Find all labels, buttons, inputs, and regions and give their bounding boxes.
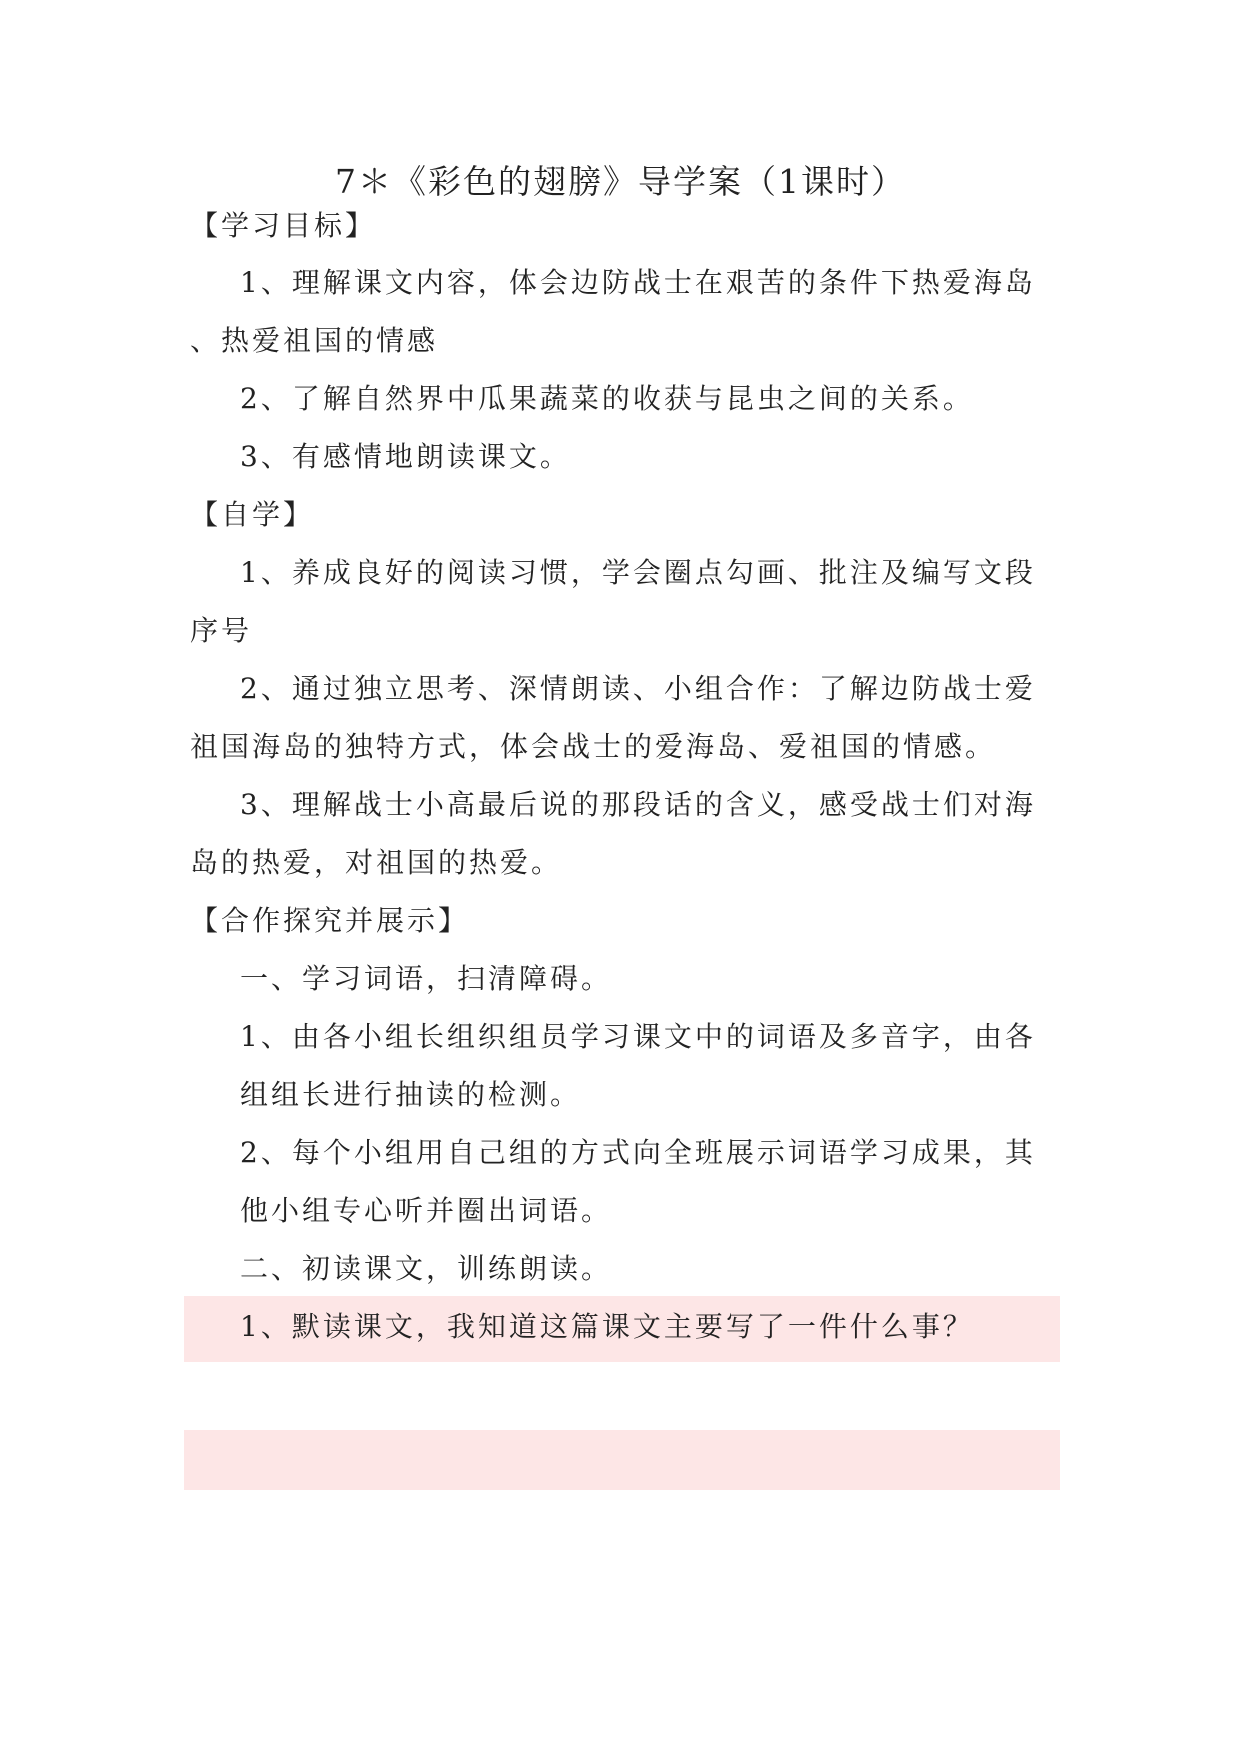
document-title: 7＊《彩色的翅膀》导学案（1课时） — [335, 162, 906, 201]
self-study-item-2: 2、通过独立思考、深情朗读、小组合作：了解边防战士爱 — [240, 672, 1036, 705]
coop-item-1: 1、由各小组长组织组员学习课文中的词语及多音字，由各 — [240, 1020, 1036, 1053]
coop-part-2-heading: 二、初读课文，训练朗读。 — [240, 1252, 613, 1285]
goal-item-2: 2、了解自然界中瓜果蔬菜的收获与昆虫之间的关系。 — [240, 382, 974, 415]
answer-fill-area[interactable] — [184, 1430, 1060, 1490]
coop-question-1: 1、默读课文，我知道这篇课文主要写了一件什么事？ — [240, 1310, 974, 1343]
self-study-item-3-cont: 岛的热爱，对祖国的热爱。 — [190, 846, 563, 879]
coop-item-2-cont: 他小组专心听并圈出词语。 — [240, 1194, 613, 1227]
section-heading-goals: 【学习目标】 — [190, 209, 377, 242]
coop-part-1-heading: 一、学习词语，扫清障碍。 — [240, 962, 613, 995]
goal-item-1-cont: 、热爱祖国的情感 — [190, 324, 439, 357]
coop-item-2: 2、每个小组用自己组的方式向全班展示词语学习成果，其 — [240, 1136, 1036, 1169]
self-study-item-2-cont: 祖国海岛的独特方式，体会战士的爱海岛、爱祖国的情感。 — [190, 730, 997, 763]
coop-item-1-cont: 组组长进行抽读的检测。 — [240, 1078, 582, 1111]
section-heading-cooperation: 【合作探究并展示】 — [190, 904, 470, 937]
self-study-item-3: 3、理解战士小高最后说的那段话的含义，感受战士们对海 — [240, 788, 1036, 821]
section-heading-self-study: 【自学】 — [190, 498, 315, 531]
self-study-item-1: 1、养成良好的阅读习惯，学会圈点勾画、批注及编写文段 — [240, 556, 1036, 589]
goal-item-1: 1、理解课文内容，体会边防战士在艰苦的条件下热爱海岛 — [240, 266, 1036, 299]
self-study-item-1-cont: 序号 — [190, 614, 253, 647]
goal-item-3: 3、有感情地朗读课文。 — [240, 440, 571, 473]
